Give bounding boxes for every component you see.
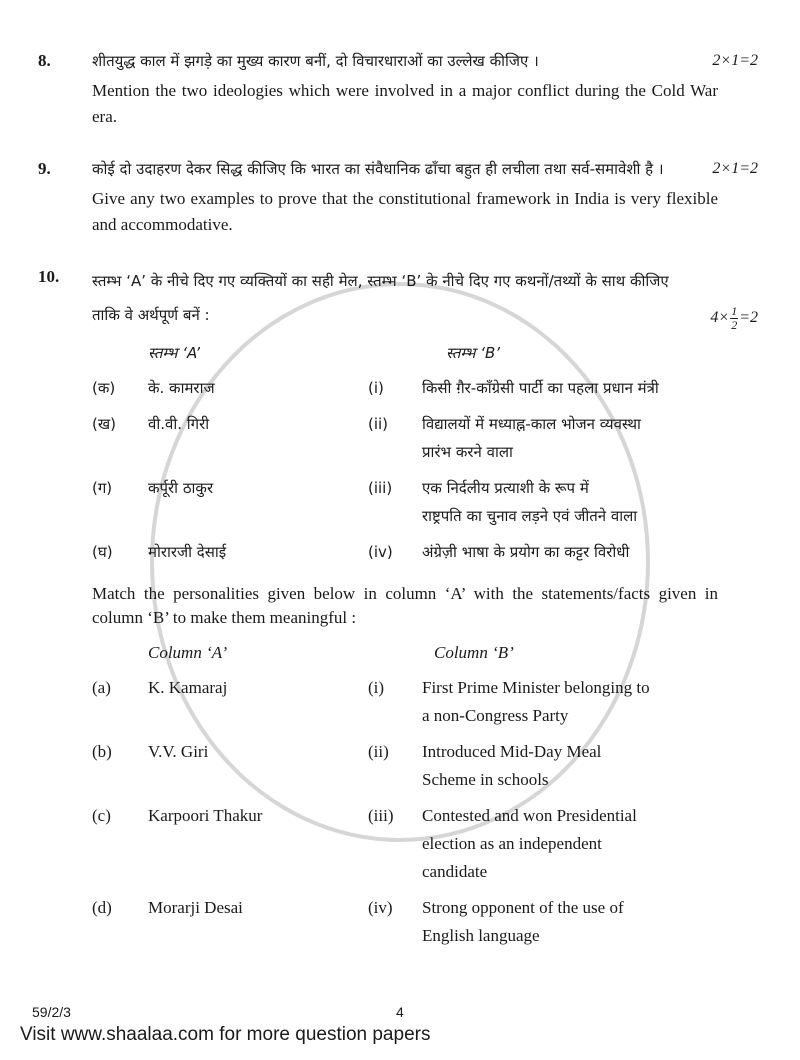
question-10 [38,264,758,950]
column-b-item-line: First Prime Minister belonging to [422,678,650,697]
english-match-table [92,674,758,950]
column-b-item [422,538,758,566]
row-label-a: (d) [92,898,112,917]
column-b-item [422,802,758,886]
column-b-item-line: English language [422,926,540,945]
page-number: 4 [396,1004,404,1020]
marks-suffix: =2 [739,309,758,327]
question-english-line: the Cold War era. [92,81,719,126]
column-a-header: Column ‘A’ [148,643,228,662]
visit-link[interactable]: Visit www.shaalaa.com for more question papers [20,1024,431,1045]
denominator: 2 [731,318,738,332]
row-label-b: (iii) [368,806,394,825]
column-b-item-line: Contested and won Presidential [422,806,637,825]
fraction [730,305,738,332]
question-english [92,78,718,130]
column-b-header: Column ‘B’ [434,643,514,662]
row-label-a: (ख) [92,415,116,433]
question-hindi-line: कोई दो उदाहरण देकर सिद्ध कीजिए कि भारत का संवैधानिक ढाँचा बहुत ही लचीला तथा [92,160,567,178]
column-b-item [422,410,758,466]
column-b-item-line: एक निर्दलीय प्रत्याशी के रूप में [422,479,589,497]
question-hindi-line: सर्व-समावेशी है । [571,160,664,178]
row-label-a: (c) [92,806,111,825]
numerator: 1 [731,304,738,318]
column-b-item-line: किसी ग़ैर-काँग्रेसी पार्टी का पहला प्रधान मंत्री [422,379,659,397]
question-hindi: शीतयुद्ध काल में झगड़े का मुख्य कारण बनीं, दो विचारधाराओं का उल्लेख कीजिए । [92,52,539,70]
column-b-item-line: a non-Congress Party [422,706,569,725]
column-b-item [422,738,758,794]
question-hindi-line: स्तम्भ ‘A’ के नीचे दिए गए व्यक्तियों का सही मेल, स्तम्भ ‘B’ के नीचे दिए गए कथनों/तथ्यों [92,272,581,290]
column-b-item-line: Strong opponent of the use of [422,898,624,917]
question-hindi [92,264,698,332]
question-english [92,582,718,630]
question-number: 10. [38,267,60,286]
row-label-a: (घ) [92,543,113,561]
question-hindi-line: के साथ कीजिए ताकि वे अर्थपूर्ण बनें : [92,272,669,324]
column-b-item-line: election as an independent [422,834,602,853]
question-8 [38,48,758,130]
column-b-item-line: Introduced Mid-Day Meal [422,742,602,761]
column-b-item-line: प्रारंभ करने वाला [422,443,513,461]
column-b-item-line: candidate [422,862,488,881]
hindi-column-headers [92,340,758,366]
row-label-b: (iv) [368,543,393,561]
column-b-item-line: विद्यालयों में मध्याह्न-काल भोजन व्यवस्था [422,415,641,433]
english-column-headers [92,640,758,666]
row-label-b: (i) [368,379,384,397]
column-b-item-line: Scheme in schools [422,770,549,789]
column-a-item: Karpoori Thakur [148,806,263,825]
column-a-item: वी.वी. गिरी [148,415,210,433]
question-9 [38,156,758,238]
column-b-item-line: राष्ट्रपति का चुनाव लड़ने एवं जीतने वाला [422,507,638,525]
column-b-item [422,374,758,402]
column-b-item [422,894,758,950]
question-english-line: Give any two examples to prove that the constitutional framework in [92,189,570,208]
row-label-b: (i) [368,678,385,697]
question-hindi [92,156,700,182]
column-a-header-hindi: स्तम्भ ‘A’ [148,344,201,362]
column-a-item: K. Kamaraj [148,678,228,697]
row-label-a: (क) [92,379,116,397]
question-english-line: statements/facts given in column ‘B’ to make them meaningful : [92,584,719,627]
column-b-item-line: अंग्रेज़ी भाषा के प्रयोग का कट्टर विरोधी [422,543,630,561]
column-b-header-hindi: स्तम्भ ‘B’ [446,344,501,362]
row-label-b: (iii) [368,479,393,497]
marks-prefix: 4× [710,309,730,327]
paper-code: 59/2/3 [32,1004,71,1020]
question-number: 8. [38,51,51,70]
column-a-item: V.V. Giri [148,742,209,761]
row-label-a: (b) [92,742,112,761]
marks: 2×1=2 [712,160,758,177]
column-b-item [422,674,758,730]
question-english-line: India is very flexible and accommodative. [92,189,719,234]
column-a-item: मोरारजी देसाई [148,543,227,561]
marks [710,305,758,332]
column-b-item [422,474,758,530]
column-a-item: के. कामराज [148,379,215,397]
column-a-item: Morarji Desai [148,898,243,917]
column-a-item: कर्पूरी ठाकुर [148,479,214,497]
question-number: 9. [38,159,51,178]
row-label-b: (ii) [368,742,389,761]
row-label-a: (ग) [92,479,113,497]
question-english-line: Mention the two ideologies which were involved in a major conflict during [92,81,620,100]
question-english [92,186,718,238]
question-page [38,48,758,950]
row-label-b: (iv) [368,898,393,917]
marks: 2×1=2 [712,52,758,69]
row-label-a: (a) [92,678,111,697]
hindi-match-table [92,374,758,566]
question-english-line: Match the personalities given below in column ‘A’ with the [92,584,534,603]
row-label-b: (ii) [368,415,389,433]
